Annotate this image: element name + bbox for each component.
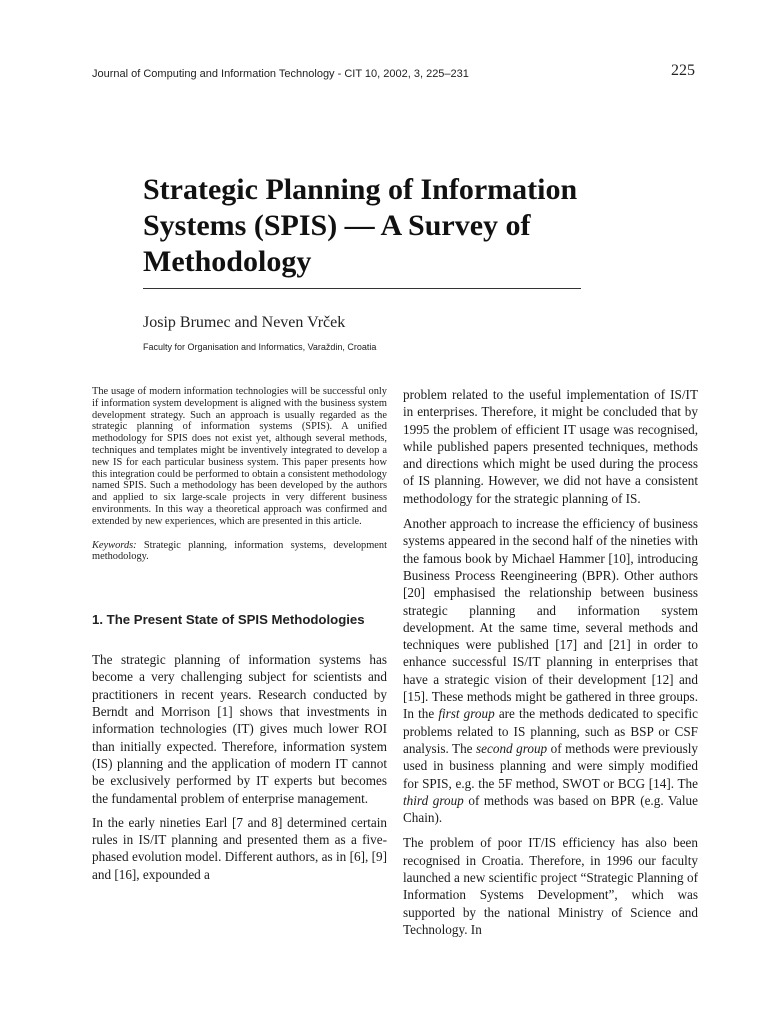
paragraph: In the early nineties Earl [7 and 8] determined certain rules in IS/IT planning and presented them as a five-phased evolution model. Different authors, as in [6], [9] and [16], expounded a xyxy=(92,814,387,882)
running-head: Journal of Computing and Information Technology - CIT 10, 2002, 3, 225–231 xyxy=(92,68,469,80)
keywords-text: Strategic planning, information systems, development methodology. xyxy=(92,539,387,563)
paragraph-text: of methods was based on BPR (e.g. Value Chain). xyxy=(403,792,698,826)
paragraph-text: of methods were previously used in business planning and were simply modified for SPIS, e.g. the 5F method, SWOT or BCG [14]. The xyxy=(403,740,699,791)
authors: Josip Brumec and Neven Vrček xyxy=(143,314,346,331)
paragraph: The problem of poor IT/IS efficiency has also been recognised in Croatia. Therefore, in 1996 our faculty launched a new scientific project “Strategic Planning of Information Systems Development”, which was supported by the national Ministry of Science and Technology. In xyxy=(403,835,698,937)
keywords-label: Keywords: xyxy=(92,539,137,551)
emphasis-first-group: first group xyxy=(438,706,495,722)
emphasis-second-group: second group xyxy=(476,740,548,756)
paragraph: The strategic planning of information systems has become a very challenging subject for scientists and practitioners in recent years. Research conducted by Berndt and Morrison [1] shows that investments in information technologies (IT) gives much lower ROI than initially expected. Therefore, information system (IS) planning and the application of modern IT cannot be exclusively performed by IT experts but becomes the fundamental problem of enterprise management. xyxy=(92,652,387,806)
section-heading: 1. The Present State of SPIS Methodologies xyxy=(92,612,365,628)
paragraph-text: are the methods dedicated to specific problems related to IS planning, such as BSP or CSF analysis. The xyxy=(403,706,699,756)
keywords xyxy=(92,540,387,564)
section-body xyxy=(92,651,387,883)
paper-title: Strategic Planning of Information Systems (SPIS) — A Survey of Methodology xyxy=(143,173,578,278)
left-column xyxy=(92,386,387,883)
paragraph-text: Another approach to increase the efficiency of business systems appeared in the second half of the nineties with the famous book by Michael Hammer [10], introducing Business Process Reengineering (BPR). Other authors [20] emphasised the relationship between business strategic planning and information system development. At the same time, several methods and techniques were published [17] and [21] in order to enhance successful IS/IT planning in enterprises that have a strategic vision of their development [12] and [15]. These methods might be gathered in three groups. In the xyxy=(403,516,698,722)
page-number: 225 xyxy=(671,62,695,79)
right-column xyxy=(403,386,698,938)
paragraph xyxy=(403,515,698,826)
title-rule xyxy=(143,288,581,289)
emphasis-third-group: third group xyxy=(403,792,464,808)
paragraph: problem related to the useful implementation of IS/IT in enterprises. Therefore, it might be concluded that by 1995 the problem of efficient IT usage was recognised, while published papers presented techniques, methods and directions which might be used during the process of IS planning. However, we did not have a consistent methodology for the strategic planning of IS. xyxy=(403,387,698,506)
affiliation: Faculty for Organisation and Informatics, Varaždin, Croatia xyxy=(143,342,377,352)
abstract: The usage of modern information technologies will be successful only if information system development is aligned with the business system development strategy. Such an approach is usually regarded as the strategic planning of information systems (SPIS). A unified methodology for SPIS does not exist yet, although several methods, techniques and templates might be inventively integrated to develop a new IS for each particular business system. This paper presents how this integration could be performed to obtain a consistent methodology named SPIS. Such a methodology has been developed by the authors and applied to six large-scale projects in very different business environments. In this way a theoretical approach was confirmed and extended by new experiences, which are presented in this article. xyxy=(92,386,387,527)
